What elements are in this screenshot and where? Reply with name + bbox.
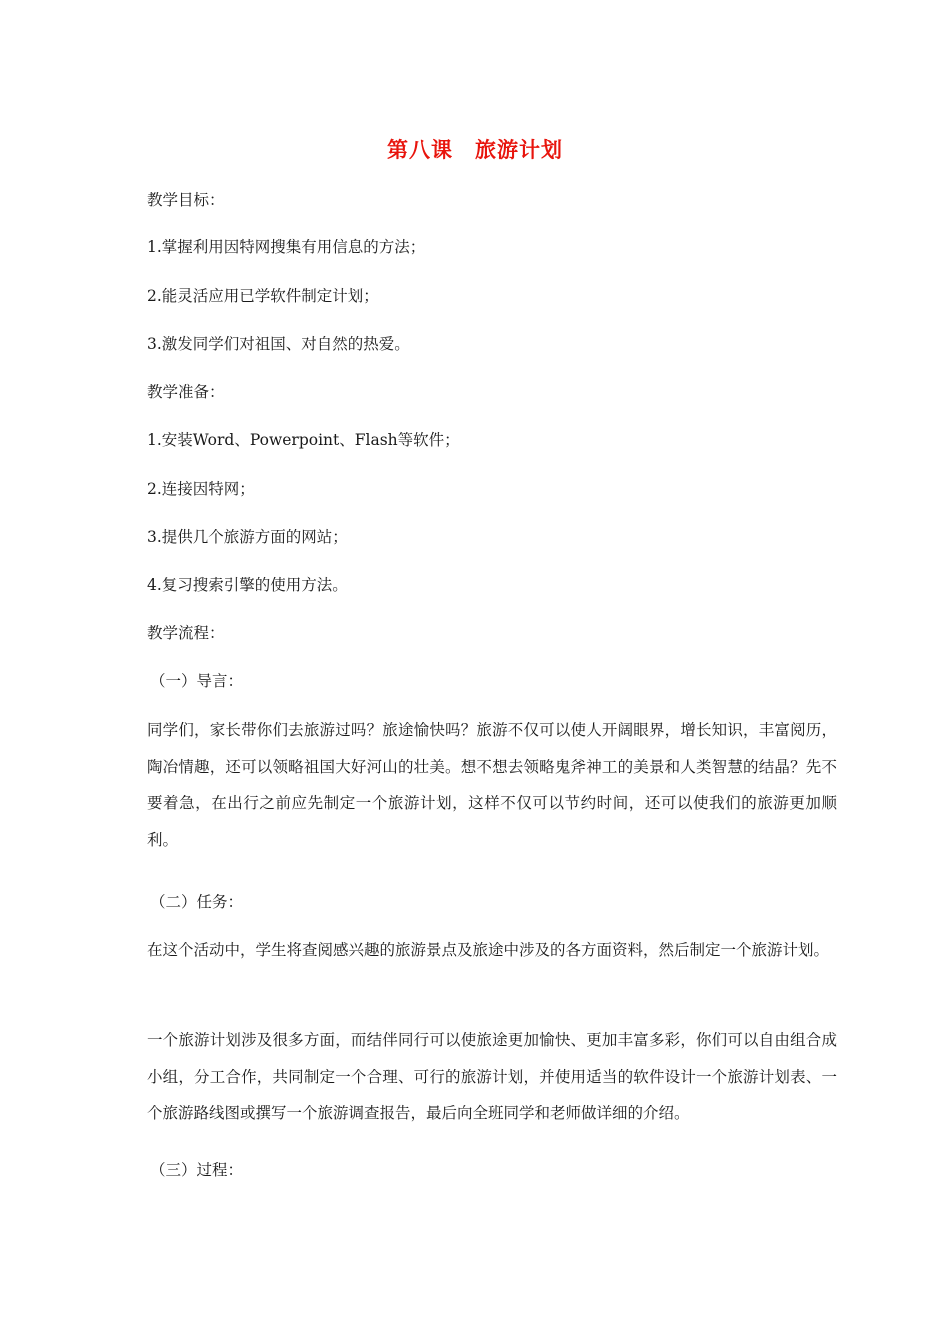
objective-item-1: 1.掌握利用因特网搜集有用信息的方法； <box>147 238 426 256</box>
preparation-item-1: 1.安装Word、Powerpoint、Flash等软件； <box>147 431 460 449</box>
intro-heading: （一）导言： <box>150 672 244 690</box>
steps-heading: （三）过程： <box>150 1161 244 1179</box>
preparation-item-3: 3.提供几个旅游方面的网站； <box>147 528 348 546</box>
objectives-heading: 教学目标： <box>147 191 225 209</box>
page-title <box>0 134 950 164</box>
title-lesson-number: 第八课 <box>387 138 453 162</box>
title-lesson-name: 旅游计划 <box>475 138 563 162</box>
intro-paragraph: 同学们，家长带你们去旅游过吗？旅途愉快吗？旅游不仅可以使人开阔眼界，增长知识，丰富阅历，陶冶情趣，还可以领略祖国大好河山的壮美。想不想去领略鬼斧神工的美景和人类智慧的结晶？先不要着急，在出行之前应先制定一个旅游计划，这样不仅可以节约时间，还可以使我们的旅游更加顺利。 <box>147 721 837 849</box>
preparation-item-2: 2.连接因特网； <box>147 480 255 498</box>
preparation-item-4: 4.复习搜索引擎的使用方法。 <box>147 576 348 594</box>
process-heading: 教学流程： <box>147 624 225 642</box>
objective-item-3: 3.激发同学们对祖国、对自然的热爱。 <box>147 335 410 353</box>
task-paragraph-2: 一个旅游计划涉及很多方面，而结伴同行可以使旅途更加愉快、更加丰富多彩，你们可以自由组合成小组，分工合作，共同制定一个合理、可行的旅游计划，并使用适当的软件设计一个旅游计划表、一个旅游路线图或撰写一个旅游调查报告，最后向全班同学和老师做详细的介绍。 <box>147 1031 837 1122</box>
objective-item-2: 2.能灵活应用已学软件制定计划； <box>147 287 379 305</box>
task-paragraph-1: 在这个活动中，学生将查阅感兴趣的旅游景点及旅途中涉及的各方面资料，然后制定一个旅游计划。 <box>147 941 830 959</box>
task-heading: （二）任务： <box>150 893 244 911</box>
preparation-heading: 教学准备： <box>147 383 225 401</box>
